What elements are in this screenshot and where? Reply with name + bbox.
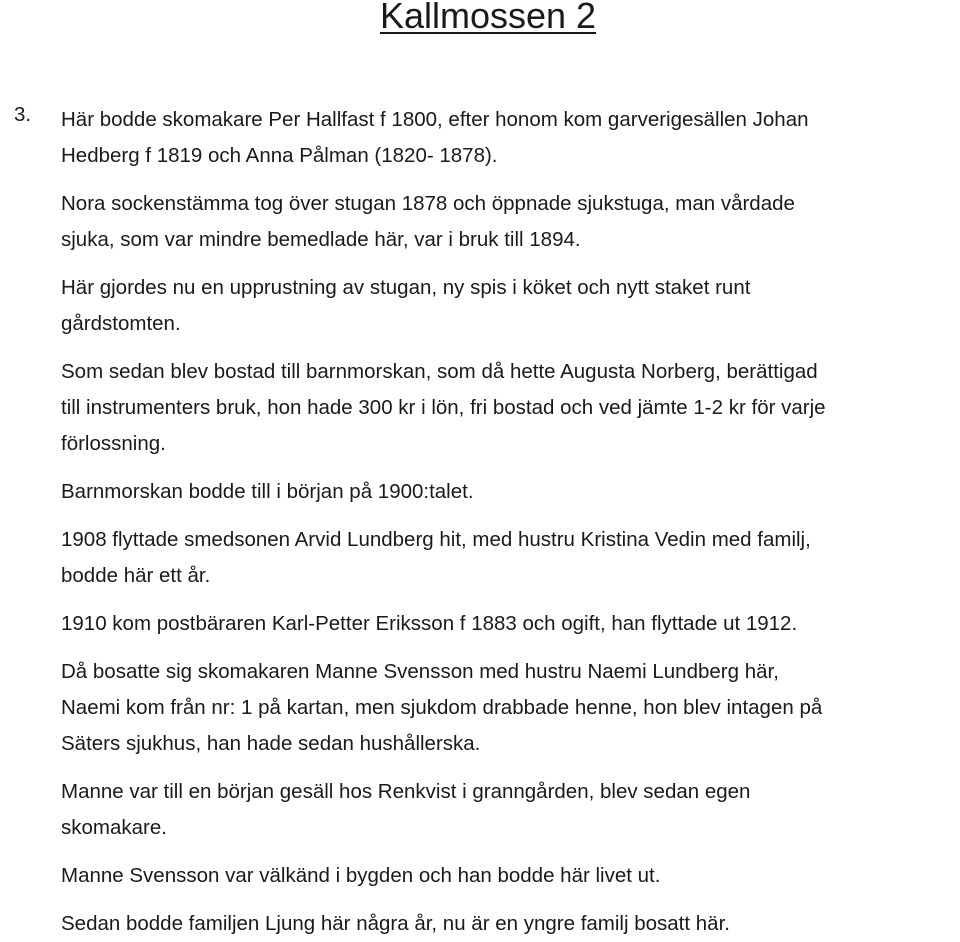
- paragraph: Här bodde skomakare Per Hallfast f 1800, efter honom kom garverigesällen Johan Hedberg f 1819 och Anna Pålman (1820- 1878).: [61, 108, 809, 167]
- paragraph: Manne var till en början gesäll hos Renkvist i granngården, blev sedan egen skomakare.: [61, 780, 751, 839]
- document-body: [61, 102, 959, 942]
- paragraph: Som sedan blev bostad till barnmorskan, som då hette Augusta Norberg, berättigad till instrumenters bruk, hon hade 300 kr i lön, fri bostad och ved jämte 1-2 kr för varje förlossning.: [61, 360, 826, 455]
- paragraph: Sedan bodde familjen Ljung här några år, nu är en yngre familj bosatt här.: [61, 912, 730, 935]
- page-title: Kallmossen 2: [379, 0, 597, 36]
- paragraph: Barnmorskan bodde till i början på 1900:talet.: [61, 480, 474, 503]
- paragraph: Manne Svensson var välkänd i bygden och han bodde här livet ut.: [61, 864, 661, 887]
- paragraph: 1908 flyttade smedsonen Arvid Lundberg hit, med hustru Kristina Vedin med familj, bodde här ett år.: [61, 528, 811, 587]
- paragraph: Nora sockenstämma tog över stugan 1878 och öppnade sjukstuga, man vårdade sjuka, som var mindre bemedlade här, var i bruk till 1894.: [61, 192, 795, 251]
- list-item-number: 3.: [14, 103, 32, 126]
- paragraph: 1910 kom postbäraren Karl-Petter Eriksson f 1883 och ogift, han flyttade ut 1912.: [61, 612, 798, 635]
- paragraph: Här gjordes nu en upprustning av stugan, ny spis i köket och nytt staket runt gårdstomten.: [61, 276, 751, 335]
- paragraph: Då bosatte sig skomakaren Manne Svensson med hustru Naemi Lundberg här, Naemi kom från nr: 1 på kartan, men sjukdom drabbade henne, hon blev intagen på Säters sjukhus, han hade sedan hushållerska.: [61, 660, 823, 755]
